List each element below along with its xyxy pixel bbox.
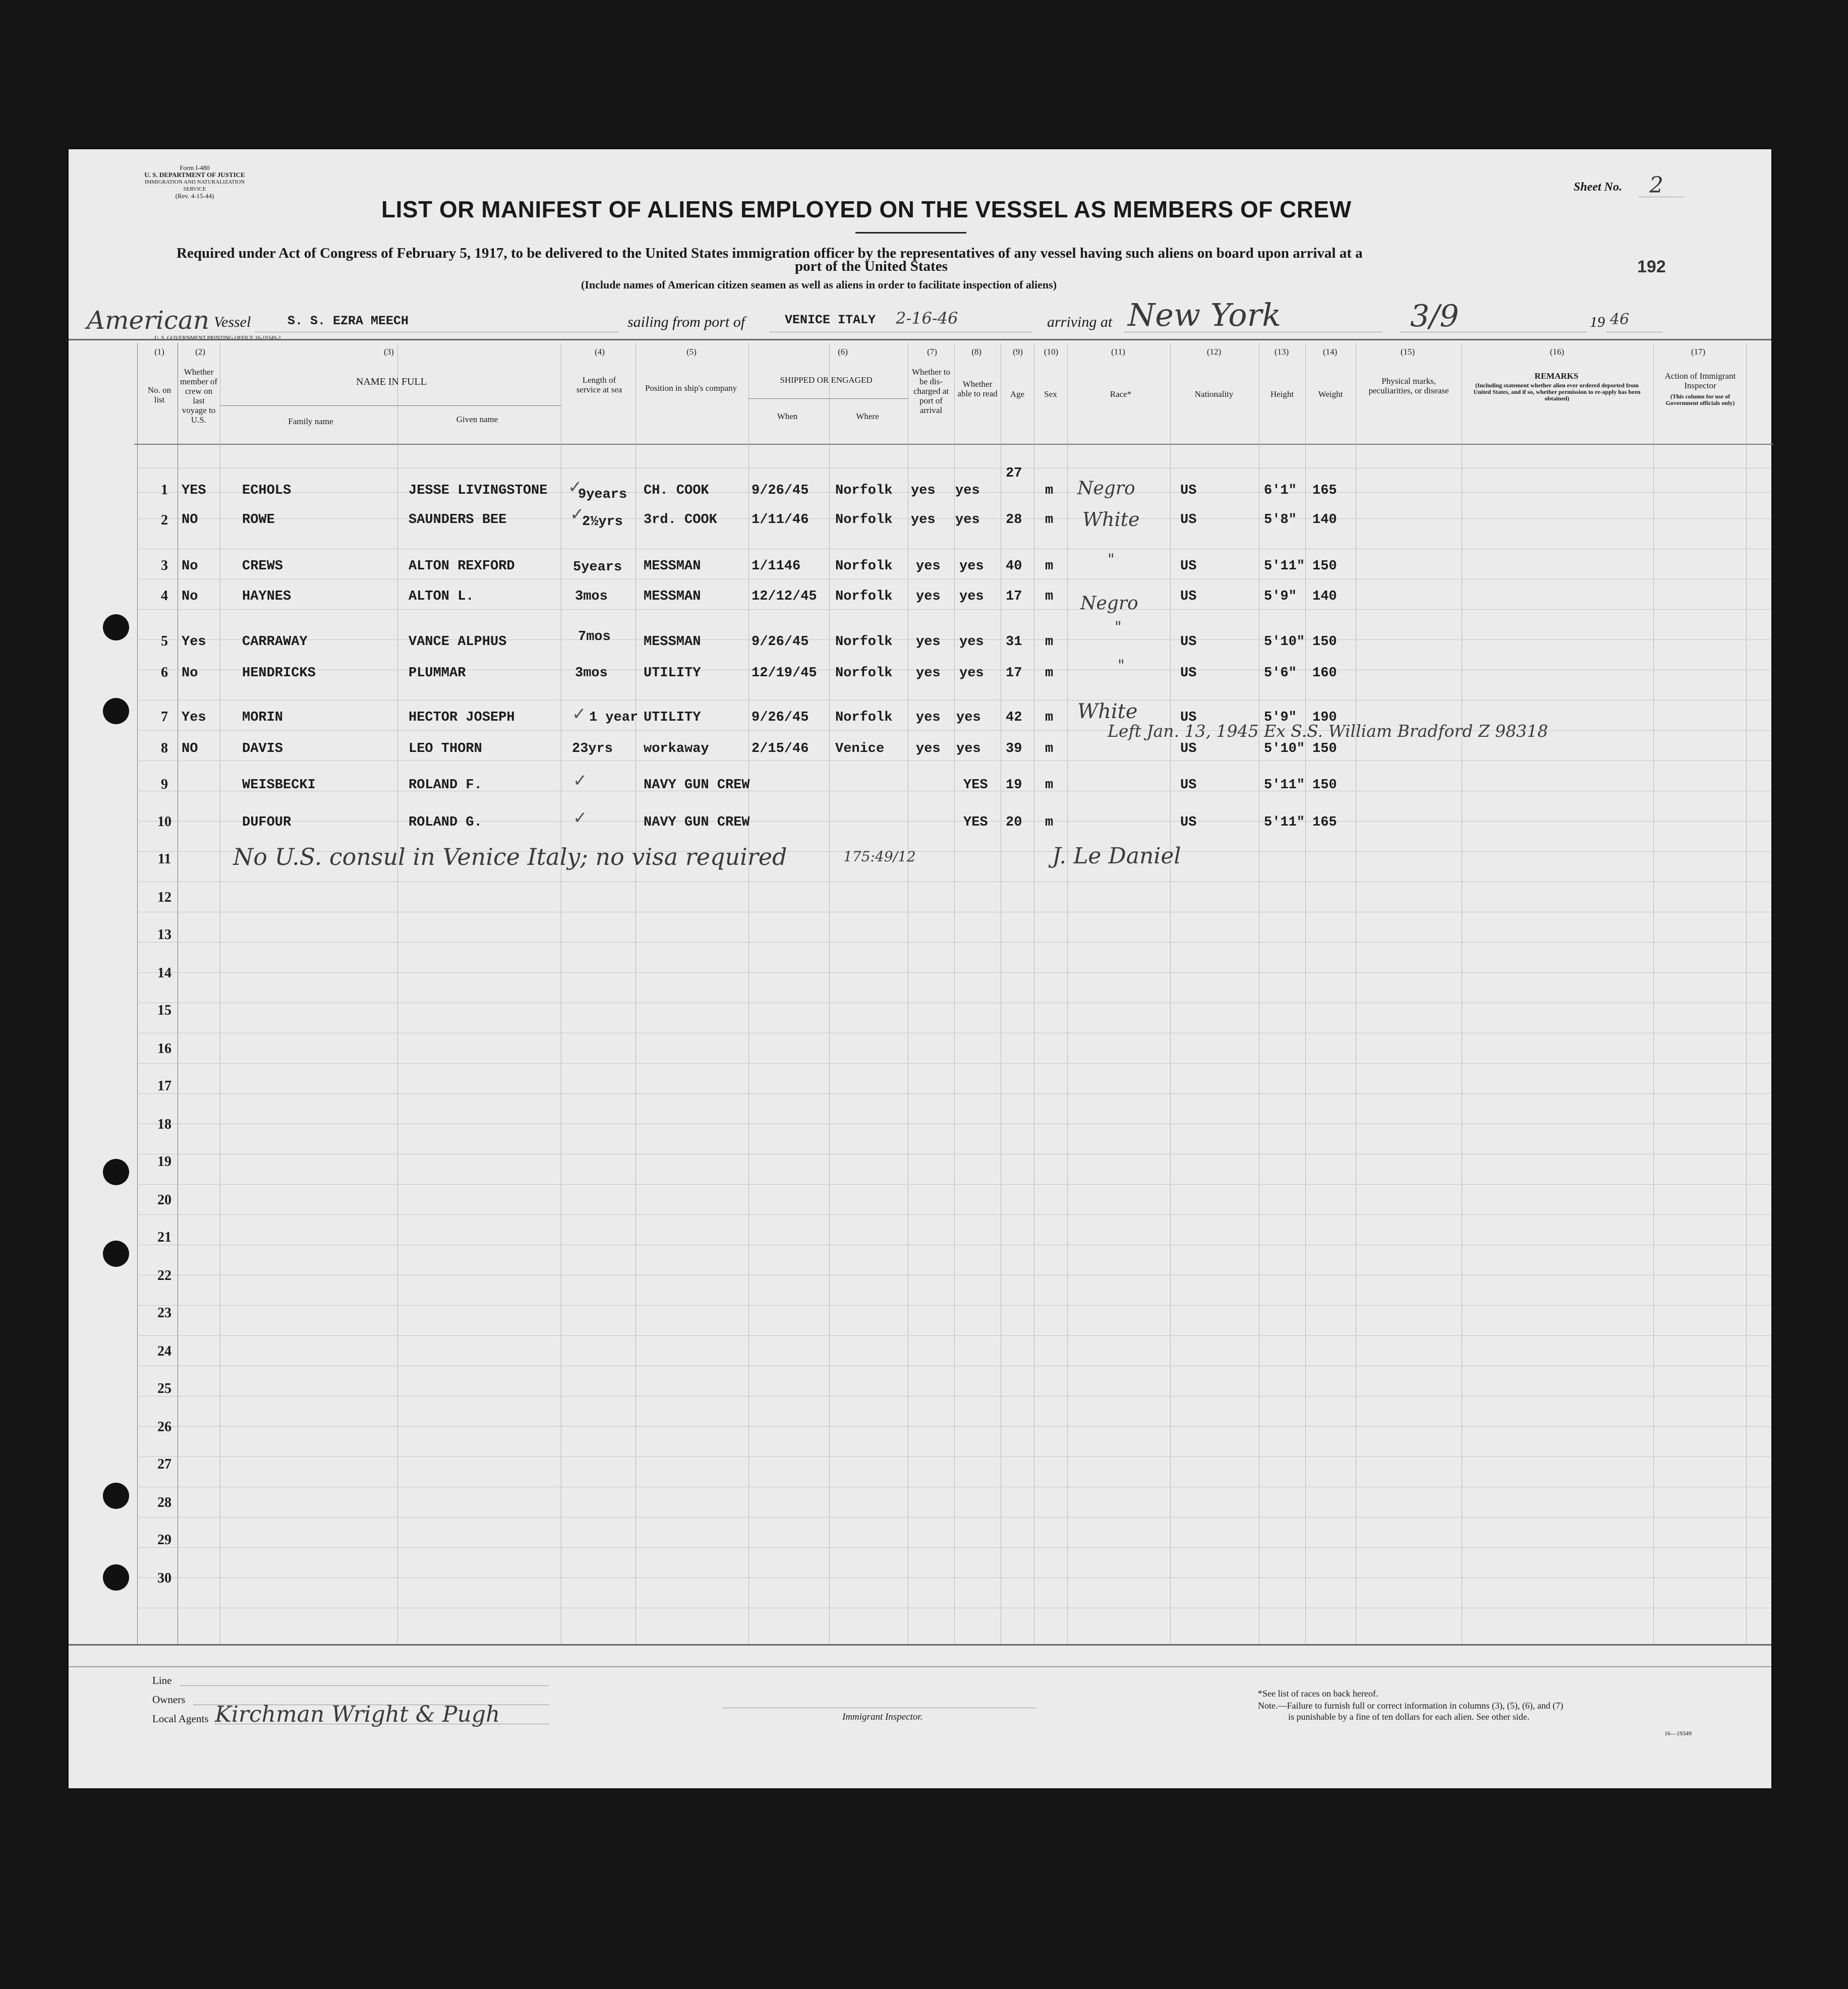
crew-where: Norfolk	[835, 483, 893, 498]
arriving-label: arriving at	[1047, 314, 1113, 330]
row-guide	[137, 518, 1771, 519]
crew-race: "	[1108, 551, 1115, 568]
header-shipped-or-engaged: SHIPPED OR ENGAGED	[780, 375, 873, 385]
row-number: 25	[157, 1381, 171, 1396]
crew-position: MESSMAN	[644, 589, 701, 604]
crew-nationality: US	[1180, 559, 1197, 574]
subtitle-1: Required under Act of Congress of February 5, 1917, to be delivered to the United States immigration officer by the representatives of any vessel having such aliens on board upon arrival at a	[177, 245, 1363, 261]
header-inspector-action-sub: (This column for use of Government officials only)	[1665, 393, 1735, 406]
crew-weight: 150	[1312, 559, 1337, 574]
form-service: IMMIGRATION AND NATURALIZATION SERVICE	[144, 179, 245, 192]
header-family-name: Family name	[288, 417, 333, 426]
crew-able-to-read: YES	[963, 815, 988, 830]
crew-given-name: VANCE ALPHUS	[409, 634, 507, 650]
form-id-block	[144, 164, 245, 200]
crew-sex: m	[1045, 559, 1054, 574]
header-given-name: Given name	[456, 415, 498, 424]
row-guide	[137, 1063, 1771, 1064]
col-divider	[748, 343, 749, 1644]
row-number: 16	[157, 1041, 171, 1057]
crew-weight: 165	[1312, 815, 1337, 830]
crew-service: 2½yrs	[582, 514, 623, 530]
col-divider	[1746, 343, 1747, 1644]
col-divider	[954, 343, 955, 1644]
row-number: 19	[157, 1154, 171, 1169]
crew-last-voyage: NO	[182, 741, 198, 756]
crew-nationality: US	[1180, 815, 1197, 830]
crew-family-name: DUFOUR	[242, 815, 292, 830]
punch-hole	[103, 698, 129, 724]
crew-weight: 150	[1312, 741, 1337, 756]
form-dept: U. S. DEPARTMENT OF JUSTICE	[144, 171, 245, 179]
colnum-8: (8)	[971, 347, 981, 357]
header-remarks: REMARKS	[1534, 371, 1579, 381]
header-no-on-list: No. on list	[147, 385, 171, 404]
crew-weight: 150	[1312, 634, 1337, 650]
crew-last-voyage: Yes	[182, 710, 206, 725]
row-guide	[137, 1577, 1771, 1578]
row-number: 21	[157, 1230, 171, 1245]
crew-when: 12/12/45	[752, 589, 817, 604]
crew-given-name: ROLAND F.	[409, 778, 482, 793]
footer-note-races: *See list of races on back hereof.	[1258, 1688, 1378, 1699]
crew-able-to-read: yes	[955, 483, 980, 498]
check-mark: ✓	[573, 808, 588, 828]
crew-able-to-read: yes	[956, 741, 981, 756]
crew-nationality: US	[1180, 634, 1197, 650]
header-position: Position in ship's company	[645, 383, 737, 393]
crew-service: 5years	[573, 560, 622, 575]
crew-given-name: SAUNDERS BEE	[409, 512, 507, 528]
crew-sex: m	[1045, 666, 1054, 681]
crew-race: "	[1115, 618, 1122, 636]
check-mark: ✓	[572, 704, 587, 724]
row-guide	[137, 1426, 1771, 1427]
crew-age: 40	[1006, 559, 1022, 574]
crew-age: 42	[1006, 710, 1022, 725]
header-able-to-read: Whether able to read	[957, 379, 998, 398]
crew-service: 3mos	[575, 589, 608, 604]
crew-last-voyage: No	[182, 559, 198, 574]
crew-when: 12/19/45	[752, 666, 817, 681]
crew-when: 9/26/45	[752, 710, 809, 725]
row-number: 17	[157, 1078, 171, 1094]
colnum-4: (4)	[595, 347, 605, 357]
check-mark: ✓	[573, 771, 588, 791]
crew-able-to-read: yes	[956, 710, 981, 725]
header-nationality: Nationality	[1194, 389, 1234, 399]
arrival-date: 3/9	[1410, 299, 1459, 334]
crew-position: CH. COOK	[644, 483, 709, 498]
row-number: 5	[161, 633, 168, 649]
crew-weight: 150	[1312, 778, 1337, 793]
crew-nationality: US	[1180, 483, 1197, 498]
colnum-16: (16)	[1549, 347, 1565, 357]
crew-weight: 165	[1312, 483, 1337, 498]
crew-age: 39	[1006, 741, 1022, 756]
row-guide	[137, 639, 1771, 640]
row-guide	[137, 942, 1771, 943]
crew-sex: m	[1045, 778, 1054, 793]
row-number: 27	[157, 1456, 171, 1472]
colnum-9: (9)	[1013, 347, 1023, 357]
crew-age: 31	[1006, 634, 1022, 650]
sailing-date: 2-16-46	[896, 309, 958, 328]
crew-race: "	[1118, 657, 1125, 674]
footer-note-1: Note.—Failure to furnish full or correct information in columns (3), (5), (6), and (7)	[1258, 1701, 1564, 1711]
colnum-14: (14)	[1322, 347, 1338, 357]
crew-where: Norfolk	[835, 634, 893, 650]
crew-height: 5'10"	[1264, 634, 1305, 650]
crew-age: 28	[1006, 512, 1022, 528]
crew-weight: 190	[1312, 710, 1337, 725]
header-name-in-full: NAME IN FULL	[356, 376, 427, 387]
crew-where: Norfolk	[835, 512, 893, 528]
crew-race: White	[1082, 508, 1140, 531]
crew-able-to-read: yes	[959, 589, 984, 604]
crew-age: 17	[1006, 589, 1022, 604]
crew-discharged: yes	[916, 710, 941, 725]
colnum-2: (2)	[195, 347, 205, 357]
crew-given-name: ROLAND G.	[409, 815, 482, 830]
crew-family-name: CREWS	[242, 559, 283, 574]
table-bottom-rule	[69, 1644, 1771, 1646]
crew-able-to-read: yes	[959, 559, 984, 574]
crew-where: Norfolk	[835, 666, 893, 681]
footer-top-rule	[69, 1666, 1771, 1667]
printing-office: U. S. GOVERNMENT PRINTING OFFICE 16-19349-2	[154, 335, 281, 341]
header-discharged: Whether to be dis-charged at port of arrival	[912, 367, 950, 415]
crew-sex: m	[1045, 512, 1054, 528]
crew-able-to-read: YES	[963, 778, 988, 793]
row-guide	[137, 1214, 1771, 1215]
sheet-number: 2	[1649, 172, 1663, 198]
col-divider	[397, 343, 398, 1644]
colnum-12: (12)	[1206, 347, 1222, 357]
colnum-10: (10)	[1044, 347, 1059, 357]
punch-hole	[103, 1241, 129, 1267]
col-divider	[1305, 343, 1306, 1644]
footer-agents-value: Kirchman Wright & Pugh	[215, 1702, 500, 1727]
crew-position: NAVY GUN CREW	[644, 815, 750, 830]
crew-weight: 160	[1312, 666, 1337, 681]
row-number: 4	[161, 588, 168, 604]
title-underline	[855, 232, 966, 233]
row-guide	[137, 1305, 1771, 1306]
row-number: 18	[157, 1117, 171, 1132]
crew-position: UTILITY	[644, 710, 701, 725]
footer-form-code: 16—19349	[1664, 1730, 1692, 1737]
row-guide	[137, 972, 1771, 973]
row-guide	[137, 1456, 1771, 1457]
row-guide	[137, 1547, 1771, 1548]
row-number: 26	[157, 1419, 171, 1435]
year-prefix: 19	[1590, 314, 1605, 330]
name-header-rule	[220, 405, 561, 406]
crew-service: 23yrs	[572, 741, 613, 756]
crew-when: 2/15/46	[752, 741, 809, 756]
row-number: 10	[157, 814, 171, 830]
crew-service: 3mos	[575, 666, 608, 681]
col-divider	[829, 343, 830, 1644]
colnum-5: (5)	[686, 347, 697, 357]
crew-family-name: WEISBECKI	[242, 778, 316, 793]
row-number: 12	[157, 890, 171, 905]
row-guide	[137, 1184, 1771, 1185]
crew-position: NAVY GUN CREW	[644, 778, 750, 793]
header-weight: Weight	[1318, 389, 1343, 399]
arriving-port: New York	[1128, 297, 1281, 333]
header-when: When	[777, 412, 798, 421]
crew-service: 7mos	[578, 629, 611, 645]
crew-last-voyage: No	[182, 666, 198, 681]
crew-weight: 140	[1312, 589, 1337, 604]
crew-when: 1/1146	[752, 559, 801, 574]
crew-given-name: ALTON L.	[409, 589, 474, 604]
crew-when: 1/11/46	[752, 512, 809, 528]
colnum-13: (13)	[1274, 347, 1289, 357]
punch-hole	[103, 1159, 129, 1185]
colnum-3: (3)	[384, 347, 394, 357]
crew-last-voyage: YES	[182, 483, 206, 498]
row-number: 29	[157, 1532, 171, 1548]
crew-height: 5'9"	[1264, 710, 1297, 725]
col-divider	[1653, 343, 1654, 1644]
row11-handwritten-note: No U.S. consul in Venice Italy; no visa required	[233, 843, 787, 870]
crew-position: UTILITY	[644, 666, 701, 681]
row-guide	[137, 760, 1771, 761]
check-mark: ✓	[570, 504, 585, 524]
crew-family-name: ROWE	[242, 512, 275, 528]
crew-sex: m	[1045, 483, 1054, 498]
subtitle-2: port of the United States	[795, 258, 948, 274]
punch-hole	[103, 614, 129, 640]
row-guide	[137, 1093, 1771, 1094]
crew-given-name: HECTOR JOSEPH	[409, 710, 515, 725]
crew-discharged: yes	[916, 559, 941, 574]
crew-height: 5'11"	[1264, 778, 1305, 793]
crew-age: 27	[1006, 466, 1022, 481]
row-number: 24	[157, 1343, 171, 1359]
crew-where: Norfolk	[835, 710, 893, 725]
sheet-label: Sheet No.	[1574, 181, 1622, 194]
row-number: 8	[161, 740, 168, 756]
header-last-voyage: Whether member of crew on last voyage to U.S.	[180, 367, 218, 425]
row-number: 23	[157, 1305, 171, 1321]
crew-height: 6'1"	[1264, 483, 1297, 498]
col-divider	[137, 343, 138, 1644]
vessel-nationality: American	[87, 306, 210, 335]
colnum-1: (1)	[154, 347, 164, 357]
crew-nationality: US	[1180, 512, 1197, 528]
crew-given-name: ALTON REXFORD	[409, 559, 515, 574]
crew-sex: m	[1045, 710, 1054, 725]
crew-age: 19	[1006, 778, 1022, 793]
row-number: 14	[157, 965, 171, 981]
shipped-header-rule	[748, 398, 908, 399]
crew-discharged: yes	[916, 589, 941, 604]
table-top-rule	[69, 339, 1771, 340]
row-number: 28	[157, 1495, 171, 1510]
punch-hole	[103, 1564, 129, 1591]
crew-height: 5'10"	[1264, 741, 1305, 756]
crew-last-voyage: Yes	[182, 634, 206, 650]
manifest-sheet	[69, 149, 1771, 1788]
colnum-11: (11)	[1111, 347, 1125, 357]
crew-service: 1 year	[589, 710, 639, 725]
crew-weight: 140	[1312, 512, 1337, 528]
crew-family-name: CARRAWAY	[242, 634, 308, 650]
footer-inspector-label: Immigrant Inspector.	[842, 1712, 923, 1722]
row-number: 30	[157, 1570, 171, 1586]
crew-last-voyage: No	[182, 589, 198, 604]
crew-nationality: US	[1180, 589, 1197, 604]
header-physical-marks: Physical marks, peculiarities, or disease	[1368, 376, 1449, 395]
row-number: 9	[161, 777, 168, 792]
crew-position: workaway	[644, 741, 709, 756]
crew-nationality: US	[1180, 778, 1197, 793]
crew-able-to-read: yes	[955, 512, 980, 528]
form-id: Form I-480	[180, 164, 210, 171]
header-race: Race*	[1110, 389, 1132, 399]
row-number: 11	[157, 851, 171, 867]
crew-family-name: HAYNES	[242, 589, 292, 604]
crew-service: 9years	[578, 487, 627, 502]
row-guide	[137, 492, 1771, 493]
header-where: Where	[856, 412, 879, 421]
col-divider	[1067, 343, 1068, 1644]
crew-nationality: US	[1180, 666, 1197, 681]
stamp-number: 192	[1637, 257, 1666, 276]
header-sex: Sex	[1044, 389, 1057, 399]
year-suffix: 46	[1610, 311, 1630, 328]
colnum-15: (15)	[1400, 347, 1415, 357]
crew-nationality: US	[1180, 710, 1197, 725]
crew-when: 9/26/45	[752, 634, 809, 650]
crew-position: MESSMAN	[644, 559, 701, 574]
crew-discharged: yes	[911, 512, 936, 528]
line-underline	[181, 1685, 549, 1686]
crew-family-name: DAVIS	[242, 741, 283, 756]
punch-hole	[103, 1483, 129, 1509]
footer-owners-label: Owners	[152, 1693, 186, 1706]
row-number: 6	[161, 665, 168, 680]
form-rev: (Rev. 4-15-44)	[175, 192, 214, 200]
crew-where: Norfolk	[835, 559, 893, 574]
footer-note-2: is punishable by a fine of ten dollars for each alien. See other side.	[1288, 1712, 1530, 1722]
crew-when: 9/26/45	[752, 483, 809, 498]
header-age: Age	[1010, 389, 1025, 399]
crew-race: White	[1077, 700, 1138, 723]
colnum-7: (7)	[927, 347, 937, 357]
crew-last-voyage: NO	[182, 512, 198, 528]
crew-nationality: US	[1180, 741, 1197, 756]
row-guide	[137, 468, 1771, 469]
row-number: 1	[161, 482, 168, 498]
row-number: 3	[161, 558, 168, 573]
footer-line-label: Line	[152, 1674, 172, 1686]
crew-given-name: LEO THORN	[409, 741, 482, 756]
crew-height: 5'9"	[1264, 589, 1297, 604]
header-remarks-sub: (Including statement whether alien ever ordered deported from United States, and if so, whether permission to re-apply has been obtained)	[1473, 382, 1641, 402]
row-number: 22	[157, 1268, 171, 1283]
vessel-label: Vessel	[214, 314, 251, 330]
footer-agents-label: Local Agents	[152, 1713, 209, 1725]
header-bottom-rule	[134, 444, 1773, 445]
row-guide	[137, 1335, 1771, 1336]
crew-discharged: yes	[916, 634, 941, 650]
colnum-17: (17)	[1691, 347, 1706, 357]
crew-discharged: yes	[911, 483, 936, 498]
crew-position: MESSMAN	[644, 634, 701, 650]
crew-race: Negro	[1080, 593, 1138, 614]
crew-able-to-read: yes	[959, 634, 984, 650]
vessel-name: S. S. EZRA MEECH	[287, 314, 409, 328]
crew-height: 5'6"	[1264, 666, 1297, 681]
row-number: 15	[157, 1003, 171, 1018]
crew-sex: m	[1045, 589, 1054, 604]
row-number: 2	[161, 512, 168, 528]
header-inspector-action: Action of Immigrant Inspector	[1664, 371, 1736, 390]
crew-position: 3rd. COOK	[644, 512, 717, 528]
sailing-port: VENICE ITALY	[785, 313, 876, 327]
row-number: 13	[157, 927, 171, 943]
row-number: 7	[161, 709, 168, 725]
crew-sex: m	[1045, 634, 1054, 650]
crew-given-name: JESSE LIVINGSTONE	[409, 483, 548, 498]
row8-remark: Left Jan. 13, 1945 Ex S.S. William Bradford Z 98318	[1108, 721, 1548, 741]
manifest-title: LIST OR MANIFEST OF ALIENS EMPLOYED ON THE VESSEL AS MEMBERS OF CREW	[381, 196, 1352, 222]
crew-where: Norfolk	[835, 589, 893, 604]
row11-reference: 175:49/12	[843, 848, 916, 865]
crew-race: Negro	[1077, 478, 1135, 499]
crew-age: 17	[1006, 666, 1022, 681]
crew-given-name: PLUMMAR	[409, 666, 466, 681]
crew-age: 20	[1006, 815, 1022, 830]
crew-sex: m	[1045, 815, 1054, 830]
crew-discharged: yes	[916, 741, 941, 756]
crew-height: 5'11"	[1264, 815, 1305, 830]
crew-family-name: HENDRICKS	[242, 666, 316, 681]
subtitle-3: (Include names of American citizen seamen as well as aliens in order to facilitate inspection of aliens)	[581, 278, 1057, 291]
col-divider	[1170, 343, 1171, 1644]
crew-discharged: yes	[916, 666, 941, 681]
row-guide	[137, 821, 1771, 822]
crew-family-name: ECHOLS	[242, 483, 292, 498]
check-mark: ✓	[568, 477, 583, 497]
crew-height: 5'11"	[1264, 559, 1305, 574]
crew-where: Venice	[835, 741, 885, 756]
crew-able-to-read: yes	[959, 666, 984, 681]
crew-family-name: MORIN	[242, 710, 283, 725]
sailing-label: sailing from port of	[627, 314, 745, 330]
header-length-of-service: Length of service at sea	[576, 375, 622, 394]
row-guide	[137, 609, 1771, 610]
colnum-6: (6)	[838, 347, 848, 357]
header-height: Height	[1270, 389, 1294, 399]
crew-height: 5'8"	[1264, 512, 1297, 528]
inspector-initials: J. Le Daniel	[1052, 843, 1181, 869]
crew-sex: m	[1045, 741, 1054, 756]
row-number: 20	[157, 1192, 171, 1208]
